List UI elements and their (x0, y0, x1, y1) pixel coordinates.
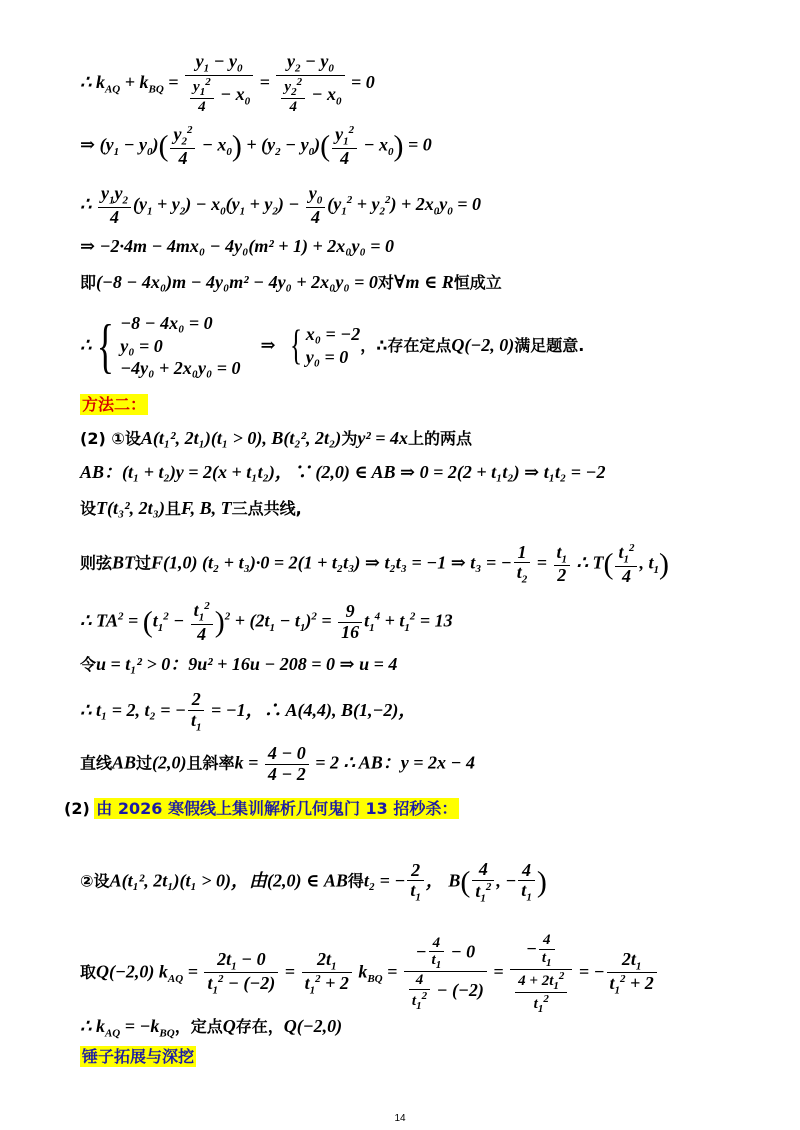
equation-line-8: (2) ①设A(t₁², 2t₁)(t₁ > 0), B(t₂², 2t₂)为y² = 4x上的两点 (80, 428, 472, 448)
method-two-label: 方法二： (82, 395, 147, 414)
equation-line-11: 则弦BT过F(1,0) (t₂ + t₃)·0 = 2(1 + t₂t₃) ⇒ t₂t₃ = −1 ⇒ t₃ = − $\frac{1}{t_2}$ = $\frac{t_1}{2}$ ∴ T( $\frac{t_1^2}{4}$ , $t_1$) (80, 541, 669, 586)
equation-line-17: ②设A(t₁², 2t₁)(t₁ > 0)，由(2,0) ∈ AB得t₂ = − $\frac{2}{t_1}$ ， B( $\frac{4}{t_1^2}$ , − $\frac{4}{t_1}$ ) (80, 859, 547, 905)
equation-line-14: ∴ t₁ = 2, t₂ = − $\frac{2}{t_1}$ = −1，∴ A(4,4), B(1,−2)， (80, 689, 417, 734)
extension-label: 锤子拓展与深挖 (82, 1047, 195, 1066)
page-number: 14 (394, 1113, 406, 1124)
equation-line-15: 直线AB过(2,0)且斜率k = $\frac{4 - 0}{4 - 2}$ = 2 ∴ AB：y = 2x − 4 (80, 743, 475, 784)
source-note: (2) 由 2026 寒假线上集训解析几何鬼门 13 招秒杀： (64, 799, 458, 818)
equation-line-12: ∴ $TA^2 = (t_1^2$ − $\frac{t_1^2}{4}$ )$^2 + (2t_1 - t_1)^2$ = $\frac{9}{16}$ $t_1^4 + t_1^2 = 13$ (80, 600, 453, 644)
equation-line-18: 取Q(−2,0) $k_{AQ}$ = $\frac{2t_1 - 0}{t_1^2 - (-2)}$ = $\frac{2t_1}{t_1^2 + 2}$ $k_{BQ}$ = − $\frac{4}{t_1}$ − 0 $\frac{4}{t_1^2}$ − (−2) = − $\frac{4}{t_1}$ $\frac{4 + 2t_1^2}{t_1^2}$ = − $\frac{2t_1}{t_1^2 + 2}$ (80, 932, 659, 1015)
equation-line-4: ⇒ −2·4m − 4mx₀ − 4y₀(m² + 1) + 2x₀y₀ = 0 (80, 236, 395, 256)
equation-line-10: 设T(t₃², 2t₃)且F, B, T三点共线, (80, 498, 302, 518)
equation-line-13: 令u = t₁² > 0：9u² + 16u − 208 = 0 ⇒ u = 4 (80, 654, 398, 674)
equation-line-9: AB：(t₁ + t₂)y = 2(x + t₁t₂)，∵ (2,0) ∈ AB ⇒ 0 = 2(2 + t₁t₂) ⇒ t₁t₂ = −2 (80, 462, 606, 482)
equation-line-5: 即(−8 − 4x₀)m − 4y₀m² − 4y₀ + 2x₀y₀ = 0对∀m ∈ R恒成立 (80, 272, 502, 292)
equation-line-19: ∴ $k_{AQ} = -k_{BQ}$，定点Q存在，Q(−2,0) (80, 1016, 343, 1040)
equation-system: ∴ { −8 − 4x₀ = 0 y₀ = 0 −4y₀ + 2x₀y₀ = 0 ⇒ { x₀ = −2 y₀ = 0 ，∴存在定点 Q(−2, 0) 满足题意. (80, 312, 585, 379)
equation-line-3: ∴ $\frac{y_1y_2}{4}$ $(y_1 + y_2) - x_0(y_1 + y_2)$ − $\frac{y_0}{4}$ $(y_1^2 + y_2^2) + 2x_0y_0 = 0$ (80, 183, 481, 227)
equation-line-2: ⇒ $(y_1 - y_0)$( $\frac{y_2^2}{4}$ − $x_0) + (y_2 - y_0)$( $\frac{y_1^2}{4}$ − $x_0) = 0$ (80, 124, 432, 168)
equation-line-1: ∴ $k_{AQ} + k_{BQ}$ = $y_1 - y_0$ $\frac{y_1^2}{4}$ − $x_0$ = $y_2 - y_0$ $\frac{y_2^2}{4}$ − $x_0$ = 0 (80, 51, 375, 115)
